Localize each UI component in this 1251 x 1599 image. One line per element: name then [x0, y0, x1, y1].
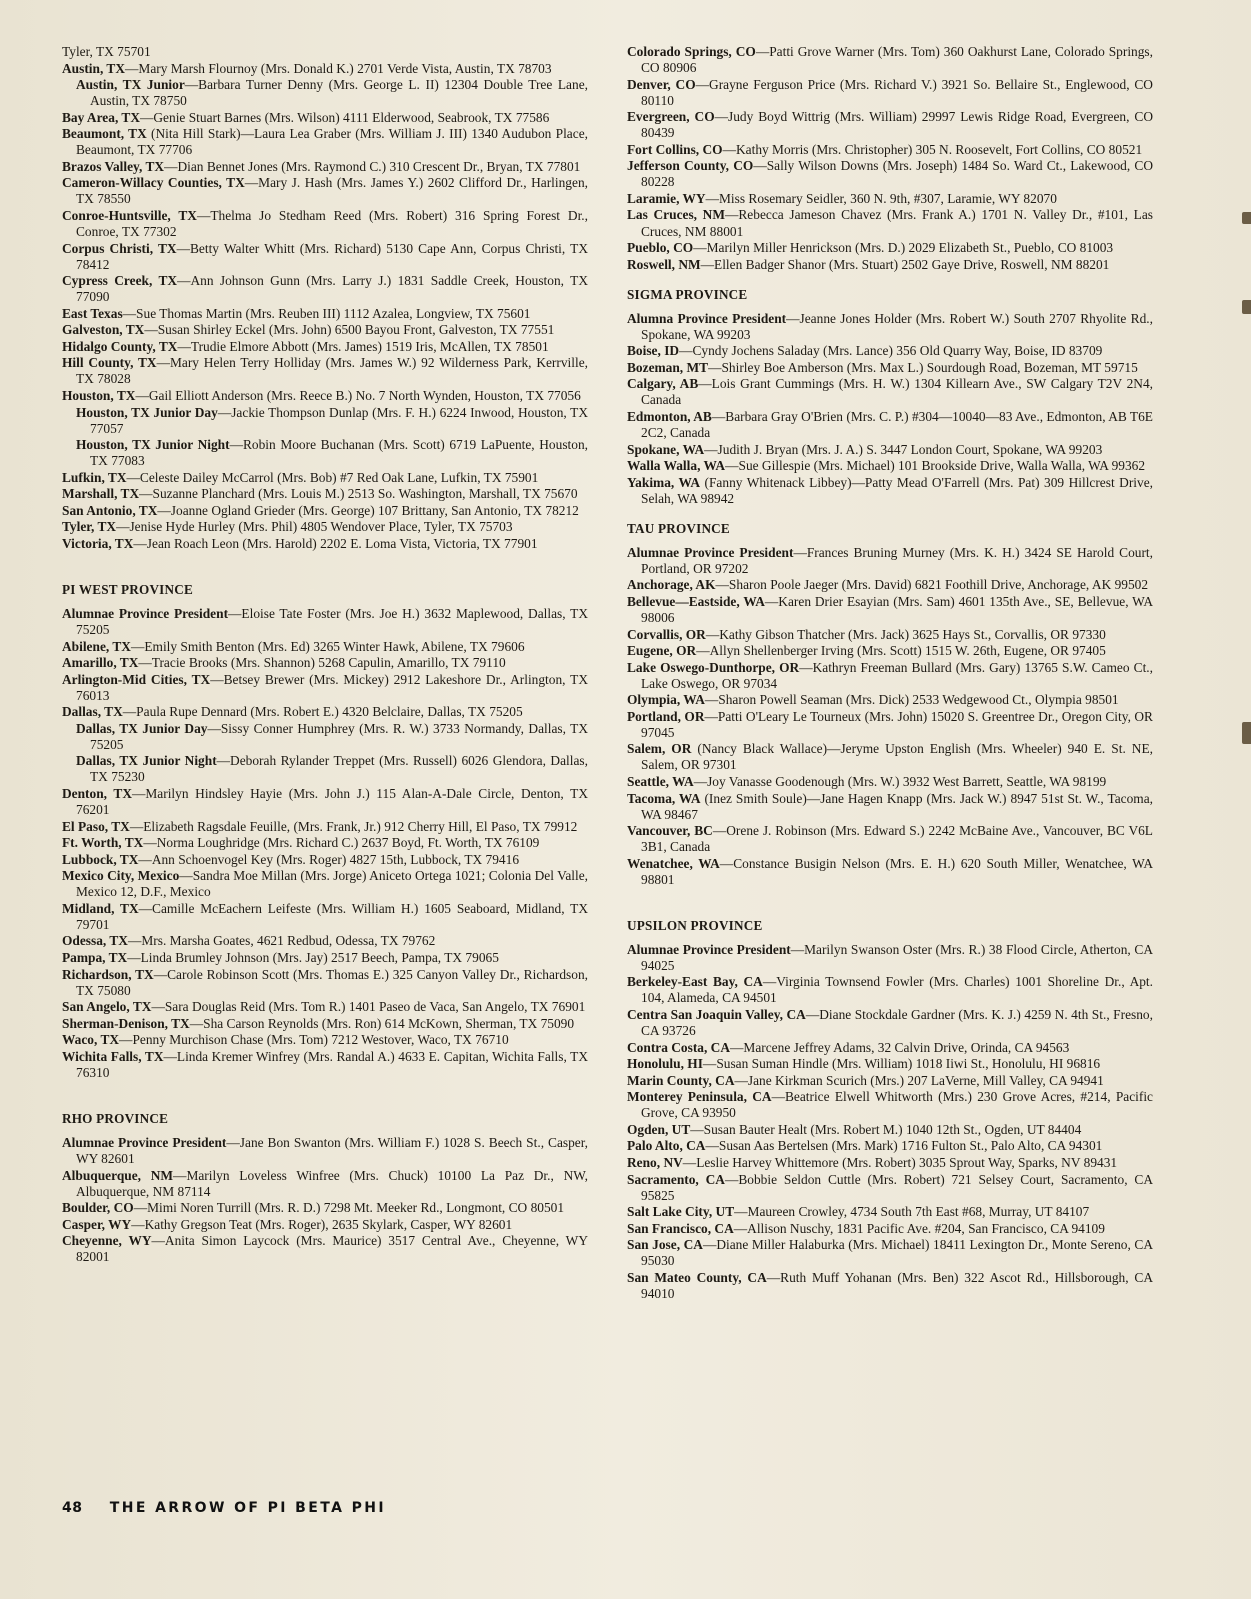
- directory-entry: [627, 692, 1153, 708]
- chapter-name: Lubbock, TX: [62, 851, 139, 867]
- entry-details: —Sally Wilson Downs (Mrs. Joseph) 1484 So. Ward Ct., Lakewood, CO 80228: [641, 158, 1153, 190]
- entry-details: —Mary Helen Terry Holliday (Mrs. James W.) 92 Wilderness Park, Kerrville, TX 78028: [76, 355, 588, 387]
- entry-details: —Kathy Gregson Teat (Mrs. Roger), 2635 Skylark, Casper, WY 82601: [131, 1216, 513, 1232]
- chapter-name: Houston, TX Junior Day: [76, 404, 218, 420]
- entry-details: —Susan Shirley Eckel (Mrs. John) 6500 Bayou Front, Galveston, TX 77551: [144, 322, 555, 338]
- entry-details: —Susan Aas Bertelsen (Mrs. Mark) 1716 Fulton St., Palo Alto, CA 94301: [705, 1138, 1103, 1154]
- entry-details: —Jeanne Jones Holder (Mrs. Robert W.) South 2707 Rhyolite Rd., Spokane, WA 99203: [641, 310, 1153, 342]
- chapter-name: Evergreen, CO: [627, 109, 715, 125]
- directory-entry: [62, 1016, 588, 1032]
- entry-details: —Gail Elliott Anderson (Mrs. Reece B.) No. 7 North Wynden, Houston, TX 77056: [135, 387, 581, 403]
- entry-details: —Marilyn Swanson Oster (Mrs. R.) 38 Flood Circle, Atherton, CA 94025: [641, 941, 1153, 973]
- entry-details: —Elizabeth Ragsdale Feuille, (Mrs. Frank, Jr.) 912 Cherry Hill, El Paso, TX 79912: [129, 818, 578, 834]
- chapter-name: Galveston, TX: [62, 322, 145, 338]
- chapter-name: Roswell, NM: [627, 256, 701, 272]
- directory-entry: [62, 486, 588, 502]
- entry-details: —Celeste Dailey McCarrol (Mrs. Bob) #7 Red Oak Lane, Lufkin, TX 75901: [126, 469, 539, 485]
- entry-details: —Anita Simon Laycock (Mrs. Maurice) 3517 Central Ave., Cheyenne, WY 82001: [76, 1233, 588, 1265]
- directory-entry: [62, 273, 588, 305]
- entry-details: —Jenise Hyde Hurley (Mrs. Phil) 4805 Wendover Place, Tyler, TX 75703: [116, 519, 513, 535]
- entry-details: —Patti O'Leary Le Tourneux (Mrs. John) 15020 S. Greentree Dr., Oregon City, OR 97045: [641, 708, 1153, 740]
- province-heading: SIGMA PROVINCE: [627, 286, 748, 302]
- entry-details: —Mimi Noren Turrill (Mrs. R. D.) 7298 Mt. Meeker Rd., Longmont, CO 80501: [133, 1200, 565, 1216]
- directory-entry: [62, 639, 588, 655]
- directory-entry: [627, 741, 1153, 773]
- chapter-name: Richardson, TX: [62, 966, 154, 982]
- directory-entry: [62, 110, 588, 126]
- directory-entry: [627, 1172, 1153, 1204]
- entry-details: —Jane Bon Swanton (Mrs. William F.) 1028 S. Beech St., Casper, WY 82601: [76, 1134, 589, 1166]
- directory-entry: [62, 1200, 588, 1216]
- directory-entry: [62, 1217, 588, 1233]
- entry-details: —Sandra Moe Millan (Mrs. Jorge) Aniceto Ortega 1021; Colonia Del Valle, Mexico 12, D.F., Mexico: [76, 868, 588, 900]
- directory-entry: [62, 933, 588, 949]
- chapter-name: San Mateo County, CA: [627, 1269, 767, 1285]
- entry-details: —Robin Moore Buchanan (Mrs. Scott) 6719 LaPuente, Houston, TX 77083: [90, 437, 588, 469]
- entry-details: —Grayne Ferguson Price (Mrs. Richard V.) 3921 So. Bellaire St., Englewood, CO 80110: [641, 76, 1153, 108]
- entry-details: —Suzanne Planchard (Mrs. Louis M.) 2513 So. Washington, Marshall, TX 75670: [139, 486, 578, 502]
- directory-entry: [62, 753, 588, 785]
- entry-details: —Mary J. Hash (Mrs. James Y.) 2602 Clifford Dr., Harlingen, TX 78550: [76, 175, 588, 207]
- directory-entry: [627, 158, 1153, 190]
- directory-entry: [627, 1040, 1153, 1056]
- directory-entry: [627, 109, 1153, 141]
- entry-details: (Nita Hill Stark)—Laura Lea Graber (Mrs. William J. III) 1340 Audubon Place, Beaumont, TX 77706: [76, 126, 588, 158]
- chapter-name: Victoria, TX: [62, 535, 134, 551]
- directory-entry: [62, 44, 588, 60]
- entry-details: —Diane Stockdale Gardner (Mrs. K. J.) 4259 N. 4th St., Fresno, CA 93726: [641, 1007, 1153, 1039]
- directory-entry: [627, 627, 1153, 643]
- entry-details: —Ellen Badger Shanor (Mrs. Stuart) 2502 Gaye Drive, Roswell, NM 88201: [700, 256, 1110, 272]
- directory-entry: [62, 175, 588, 207]
- entry-details: —Maureen Crowley, 4734 South 7th East #68, Murray, UT 84107: [734, 1204, 1090, 1220]
- directory-entry: [627, 660, 1153, 692]
- chapter-name: Pueblo, CO: [627, 240, 694, 256]
- entry-details: —Marilyn Loveless Winfree (Mrs. Chuck) 10100 La Paz Dr., NW, Albuquerque, NM 87114: [76, 1167, 588, 1199]
- directory-entry: [62, 819, 588, 835]
- directory-entry: [62, 1135, 588, 1167]
- chapter-name: Berkeley-East Bay, CA: [627, 974, 763, 990]
- chapter-name: Beaumont, TX: [62, 126, 147, 142]
- chapter-name: Alumna Province President: [627, 310, 787, 326]
- chapter-name: Alumnae Province President: [627, 941, 791, 957]
- directory-entry: [62, 241, 588, 273]
- directory-entry: [62, 405, 588, 437]
- entry-details: —Susan Bauter Healt (Mrs. Robert M.) 1040 12th St., Ogden, UT 84404: [690, 1121, 1082, 1137]
- chapter-name: Vancouver, BC: [627, 823, 713, 839]
- chapter-name: Casper, WY: [62, 1216, 132, 1232]
- directory-entry: [62, 1168, 588, 1200]
- entry-details: —Tracie Brooks (Mrs. Shannon) 5268 Capulin, Amarillo, TX 79110: [138, 655, 506, 671]
- entry-details: —Marcene Jeffrey Adams, 32 Calvin Drive, Orinda, CA 94563: [730, 1039, 1070, 1055]
- chapter-name: Edmonton, AB: [627, 408, 712, 424]
- chapter-name: Tyler, TX: [62, 519, 117, 535]
- directory-entry: [627, 823, 1153, 855]
- directory-entry: [62, 536, 588, 552]
- directory-entry: [62, 901, 588, 933]
- province-heading: UPSILON PROVINCE: [627, 917, 763, 933]
- entry-details: —Kathy Gibson Thatcher (Mrs. Jack) 3625 Hays St., Corvallis, OR 97330: [705, 626, 1106, 642]
- entry-details: —Barbara Gray O'Brien (Mrs. C. P.) #304—10040—83 Ave., Edmonton, AB T6E 2C2, Canada: [641, 408, 1153, 441]
- chapter-name: Sacramento, CA: [627, 1171, 725, 1187]
- directory-entry: [627, 409, 1153, 441]
- entry-details: —Marilyn Miller Henrickson (Mrs. D.) 2029 Elizabeth St., Pueblo, CO 81003: [693, 240, 1114, 256]
- entry-details: —Linda Brumley Johnson (Mrs. Jay) 2517 Beech, Pampa, TX 79065: [127, 949, 499, 965]
- chapter-name: Eugene, OR: [627, 643, 697, 659]
- entry-details: —Sharon Powell Seaman (Mrs. Dick) 2533 Wedgewood Ct., Olympia 98501: [704, 692, 1119, 708]
- entry-details: (Nancy Black Wallace)—Jeryme Upston English (Mrs. Wheeler) 940 E. St. NE, Salem, OR 97301: [641, 741, 1153, 773]
- chapter-name: Salem, OR: [627, 741, 692, 757]
- entry-details: —Allyn Shellenberger Irving (Mrs. Scott) 1515 W. 26th, Eugene, OR 97405: [696, 643, 1106, 659]
- chapter-name: Boise, ID: [627, 343, 680, 359]
- directory-entry: [627, 1007, 1153, 1039]
- directory-entry: [62, 967, 588, 999]
- chapter-name: Hidalgo County, TX: [62, 338, 178, 354]
- directory-entry: [627, 44, 1153, 76]
- chapter-name: Houston, TX: [62, 387, 136, 403]
- chapter-name: Portland, OR: [627, 708, 705, 724]
- entry-details: —Sissy Conner Humphrey (Mrs. R. W.) 3733 Normandy, Dallas, TX 75205: [90, 720, 588, 752]
- chapter-name: Waco, TX: [62, 1032, 120, 1048]
- directory-entry: [62, 77, 588, 109]
- entry-details: —Judith J. Bryan (Mrs. J. A.) S. 3447 London Court, Spokane, WA 99203: [704, 441, 1103, 457]
- entry-details: —Betty Walter Whitt (Mrs. Richard) 5130 Cape Ann, Corpus Christi, TX 78412: [76, 240, 588, 272]
- chapter-name: Albuquerque, NM: [62, 1167, 174, 1183]
- chapter-name: Walla Walla, WA: [627, 458, 726, 474]
- entry-details: —Ann Schoenvogel Key (Mrs. Roger) 4827 15th, Lubbock, TX 79416: [138, 851, 520, 867]
- chapter-name: Dallas, TX Junior Night: [76, 753, 217, 769]
- chapter-name: Denton, TX: [62, 786, 132, 802]
- directory-entry: [62, 306, 588, 322]
- directory-entry: [627, 376, 1153, 408]
- directory-entry: [62, 835, 588, 851]
- directory-entry: [62, 61, 588, 77]
- directory-entry: [62, 159, 588, 175]
- directory-entry: [627, 311, 1153, 343]
- chapter-name: Contra Costa, CA: [627, 1039, 731, 1055]
- directory-entry: [627, 1204, 1153, 1220]
- directory-entry: [62, 950, 588, 966]
- directory-entry: [62, 786, 588, 818]
- entry-details: —Emily Smith Benton (Mrs. Ed) 3265 Winter Hawk, Abilene, TX 79606: [130, 638, 525, 654]
- province-heading: TAU PROVINCE: [627, 520, 730, 536]
- entry-details: —Sharon Poole Jaeger (Mrs. David) 6821 Foothill Drive, Anchorage, AK 99502: [715, 577, 1149, 593]
- entry-details: —Mary Marsh Flournoy (Mrs. Donald K.) 2701 Verde Vista, Austin, TX 78703: [125, 60, 552, 76]
- chapter-name: Fort Collins, CO: [627, 141, 723, 157]
- entry-details: —Jackie Thompson Dunlap (Mrs. F. H.) 6224 Inwood, Houston, TX 77057: [90, 404, 589, 436]
- entry-details: —Linda Kremer Winfrey (Mrs. Randal A.) 4633 E. Capitan, Wichita Falls, TX 76310: [76, 1048, 588, 1080]
- entry-details: —Deborah Rylander Treppet (Mrs. Russell) 6026 Glendora, Dallas, TX 75230: [90, 753, 588, 785]
- entry-details: —Joy Vanasse Goodenough (Mrs. W.) 3932 West Barrett, Seattle, WA 98199: [693, 773, 1107, 789]
- chapter-name: Austin, TX: [62, 60, 126, 76]
- chapter-name: Boulder, CO: [62, 1200, 134, 1216]
- directory-entry: [627, 643, 1153, 659]
- chapter-name: Dallas, TX Junior Day: [76, 720, 208, 736]
- entry-details: —Paula Rupe Dennard (Mrs. Robert E.) 4320 Belclaire, Dallas, TX 75205: [122, 704, 523, 720]
- directory-entry: [627, 458, 1153, 474]
- entry-details: —Trudie Elmore Abbott (Mrs. James) 1519 Iris, McAllen, TX 78501: [177, 338, 549, 354]
- directory-entry: [62, 1049, 588, 1081]
- entry-details: —Virginia Townsend Fowler (Mrs. Charles) 1001 Shoreline Dr., Apt. 104, Alameda, CA 94501: [641, 974, 1154, 1006]
- chapter-name: Jefferson County, CO: [627, 158, 754, 174]
- entry-details: —Sue Thomas Martin (Mrs. Reuben III) 1112 Azalea, Longview, TX 75601: [122, 305, 531, 321]
- directory-entry: [62, 339, 588, 355]
- chapter-name: Cameron-Willacy Counties, TX: [62, 175, 245, 191]
- entry-details: —Leslie Harvey Whittemore (Mrs. Robert) 3035 Sprout Way, Sparks, NV 89431: [682, 1154, 1118, 1170]
- directory-entry: [62, 208, 588, 240]
- chapter-name: Anchorage, AK: [627, 577, 716, 593]
- entry-details: (Fanny Whitenack Libbey)—Patty Mead O'Farrell (Mrs. Pat) 309 Hillcrest Drive, Selah, WA 98942: [641, 474, 1153, 506]
- chapter-name: East Texas: [62, 305, 123, 321]
- directory-entry: [62, 503, 588, 519]
- directory-entry: [627, 207, 1153, 239]
- chapter-name: Spokane, WA: [627, 441, 705, 457]
- entry-details: —Norma Loughridge (Mrs. Richard C.) 2637 Boyd, Ft. Worth, TX 76109: [143, 835, 540, 851]
- directory-entry: [627, 1270, 1153, 1302]
- chapter-name: Marshall, TX: [62, 486, 140, 502]
- directory-entry: [627, 1089, 1153, 1121]
- chapter-name: Bozeman, MT: [627, 359, 709, 375]
- chapter-name: Lake Oswego-Dunthorpe, OR: [627, 659, 800, 675]
- entry-details: —Sue Gillespie (Mrs. Michael) 101 Brookside Drive, Walla Walla, WA 99362: [725, 458, 1146, 474]
- entry-details: —Eloise Tate Foster (Mrs. Joe H.) 3632 Maplewood, Dallas, TX 75205: [76, 606, 588, 638]
- entry-details: —Ruth Muff Yohanan (Mrs. Ben) 322 Ascot Rd., Hillsborough, CA 94010: [641, 1269, 1153, 1301]
- entry-details: (Inez Smith Soule)—Jane Hagen Knapp (Mrs. Jack W.) 8947 51st St. W., Tacoma, WA 98467: [641, 790, 1153, 822]
- directory-entry: [627, 1155, 1153, 1171]
- chapter-name: Austin, TX Junior: [76, 77, 185, 93]
- directory-entry: [627, 142, 1153, 158]
- directory-entry: [62, 672, 588, 704]
- chapter-name: Odessa, TX: [62, 933, 128, 949]
- chapter-name: Monterey Peninsula, CA: [627, 1089, 772, 1105]
- entry-details: —Kathryn Freeman Bullard (Mrs. Gary) 13765 S.W. Cameo Ct., Lake Oswego, OR 97034: [641, 659, 1153, 691]
- page-footer: [62, 1500, 386, 1516]
- chapter-name: Ft. Worth, TX: [62, 835, 144, 851]
- chapter-name: Salt Lake City, UT: [627, 1204, 735, 1220]
- chapter-name: Mexico City, Mexico: [62, 868, 180, 884]
- chapter-name: Laramie, WY: [627, 190, 706, 206]
- directory-entry: [627, 77, 1153, 109]
- entry-details: —Shirley Boe Amberson (Mrs. Max L.) Sourdough Road, Bozeman, MT 59715: [708, 359, 1138, 375]
- directory-entry: [627, 1056, 1153, 1072]
- entry-details: —Constance Busigin Nelson (Mrs. E. H.) 620 South Miller, Wenatchee, WA 98801: [641, 855, 1153, 887]
- entry-details: —Cyndy Jochens Saladay (Mrs. Lance) 356 Old Quarry Way, Boise, ID 83709: [679, 343, 1103, 359]
- entry-details: —Camille McEachern Leifeste (Mrs. William H.) 1605 Seaboard, Midland, TX 79701: [76, 900, 588, 932]
- directory-entry: [627, 191, 1153, 207]
- directory-entry: [62, 322, 588, 338]
- entry-details: —Beatrice Elwell Whitworth (Mrs.) 230 Grove Acres, #214, Pacific Grove, CA 93950: [641, 1089, 1153, 1121]
- chapter-name: Centra San Joaquin Valley, CA: [627, 1007, 806, 1023]
- chapter-name: San Angelo, TX: [62, 999, 152, 1015]
- directory-entry: [62, 519, 588, 535]
- entry-details: —Marilyn Hindsley Hayie (Mrs. John J.) 115 Alan-A-Dale Circle, Denton, TX 76201: [76, 786, 589, 818]
- chapter-name: Brazos Valley, TX: [62, 158, 165, 174]
- chapter-name: San Francisco, CA: [627, 1220, 734, 1236]
- entry-details: —Kathy Morris (Mrs. Christopher) 305 N. Roosevelt, Fort Collins, CO 80521: [722, 141, 1143, 157]
- chapter-name: San Jose, CA: [627, 1237, 703, 1253]
- directory-entry: [627, 442, 1153, 458]
- entry-details: —Jean Roach Leon (Mrs. Harold) 2202 E. Loma Vista, Victoria, TX 77901: [133, 535, 538, 551]
- chapter-name: San Antonio, TX: [62, 502, 158, 518]
- chapter-name: Tacoma, WA: [627, 790, 701, 806]
- chapter-name: Cypress Creek, TX: [62, 273, 178, 289]
- chapter-name: Conroe-Huntsville, TX: [62, 207, 197, 223]
- entry-details: —Bobbie Seldon Cuttle (Mrs. Robert) 721 Selsey Court, Sacramento, CA 95825: [641, 1171, 1153, 1203]
- entry-details: —Patti Grove Warner (Mrs. Tom) 360 Oakhurst Lane, Colorado Springs, CO 80906: [641, 44, 1153, 76]
- directory-entry: [627, 360, 1153, 376]
- page-edge-mark: [1242, 212, 1251, 224]
- directory-entry: [627, 594, 1153, 626]
- chapter-name: Wichita Falls, TX: [62, 1048, 164, 1064]
- directory-entry: [62, 355, 588, 387]
- chapter-name: Las Cruces, NM: [627, 207, 725, 223]
- directory-entry: [627, 942, 1153, 974]
- chapter-name: Corvallis, OR: [627, 626, 706, 642]
- entry-details: —Genie Stuart Barnes (Mrs. Wilson) 4111 Elderwood, Seabrook, TX 77586: [140, 109, 550, 125]
- entry-details: Tyler, TX 75701: [62, 44, 151, 59]
- chapter-name: Bellevue—Eastside, WA: [627, 593, 765, 609]
- chapter-name: Alumnae Province President: [627, 544, 794, 560]
- directory-entry: [62, 388, 588, 404]
- entry-details: —Joanne Ogland Grieder (Mrs. George) 107 Brittany, San Antonio, TX 78212: [157, 502, 579, 518]
- directory-entry: [62, 1032, 588, 1048]
- entry-details: —Barbara Turner Denny (Mrs. George L. II) 12304 Double Tree Lane, Austin, TX 78750: [90, 77, 588, 109]
- directory-entry: [627, 577, 1153, 593]
- directory-entry: [627, 974, 1153, 1006]
- directory-entry: [627, 791, 1153, 823]
- entry-details: —Carole Robinson Scott (Mrs. Thomas E.) 325 Canyon Valley Dr., Richardson, TX 75080: [76, 966, 589, 998]
- chapter-name: Palo Alto, CA: [627, 1138, 706, 1154]
- entry-details: —Rebecca Jameson Chavez (Mrs. Frank A.) 1701 N. Valley Dr., #101, Las Cruces, NM 88001: [641, 207, 1153, 239]
- entry-details: —Ann Johnson Gunn (Mrs. Larry J.) 1831 Saddle Creek, Houston, TX 77090: [76, 273, 588, 305]
- chapter-name: Bay Area, TX: [62, 109, 140, 125]
- page-edge-mark: [1242, 722, 1251, 744]
- province-heading: RHO PROVINCE: [62, 1110, 169, 1126]
- entry-details: —Dian Bennet Jones (Mrs. Raymond C.) 310 Crescent Dr., Bryan, TX 77801: [164, 158, 581, 174]
- entry-details: —Sha Carson Reynolds (Mrs. Ron) 614 McKown, Sherman, TX 75090: [189, 1015, 575, 1031]
- chapter-name: Arlington-Mid Cities, TX: [62, 671, 211, 687]
- chapter-name: Hill County, TX: [62, 355, 157, 371]
- entry-details: —Jane Kirkman Scurich (Mrs.) 207 LaVerne, Mill Valley, CA 94941: [734, 1072, 1104, 1088]
- directory-entry: [627, 257, 1153, 273]
- directory-entry: [627, 774, 1153, 790]
- chapter-name: Pampa, TX: [62, 949, 128, 965]
- directory-entry: [62, 868, 588, 900]
- directory-entry: [62, 721, 588, 753]
- chapter-name: El Paso, TX: [62, 818, 130, 834]
- province-heading: PI WEST PROVINCE: [62, 581, 193, 597]
- directory-entry: [62, 126, 588, 158]
- page-edge-mark: [1242, 300, 1251, 314]
- directory-entry: [62, 704, 588, 720]
- page-number: 48: [62, 1500, 83, 1516]
- chapter-name: Amarillo, TX: [62, 655, 139, 671]
- directory-entry: [627, 475, 1153, 507]
- right-column: [627, 44, 1153, 1302]
- chapter-name: Sherman-Denison, TX: [62, 1015, 190, 1031]
- entry-details: —Sara Douglas Reid (Mrs. Tom R.) 1401 Paseo de Vaca, San Angelo, TX 76901: [151, 999, 586, 1015]
- directory-entry: [62, 1233, 588, 1265]
- chapter-name: Corpus Christi, TX: [62, 240, 177, 256]
- directory-entry: [62, 852, 588, 868]
- entry-details: —Orene J. Robinson (Mrs. Edward S.) 2242 McBaine Ave., Vancouver, BC V6L 3B1, Canada: [641, 823, 1153, 855]
- chapter-name: Reno, NV: [627, 1154, 683, 1170]
- entry-details: —Susan Suman Hindle (Mrs. William) 1018 Iiwi St., Honolulu, HI 96816: [702, 1056, 1101, 1072]
- directory-entry: [627, 856, 1153, 888]
- chapter-name: Midland, TX: [62, 900, 139, 916]
- directory-entry: [62, 606, 588, 638]
- chapter-name: Honolulu, HI: [627, 1056, 703, 1072]
- chapter-name: Lufkin, TX: [62, 469, 127, 485]
- directory-entry: [627, 1221, 1153, 1237]
- chapter-name: Alumnae Province President: [62, 606, 229, 621]
- entry-details: —Miss Rosemary Seidler, 360 N. 9th, #307, Laramie, WY 82070: [705, 190, 1057, 206]
- entry-details: —Karen Drier Esayian (Mrs. Sam) 4601 135th Ave., SE, Bellevue, WA 98006: [641, 593, 1153, 625]
- directory-entry: [627, 240, 1153, 256]
- directory-entry: [627, 1138, 1153, 1154]
- publication-title: THE ARROW OF PI BETA PHI: [109, 1500, 386, 1516]
- chapter-name: Ogden, UT: [627, 1121, 691, 1137]
- entry-details: —Thelma Jo Stedham Reed (Mrs. Robert) 316 Spring Forest Dr., Conroe, TX 77302: [76, 207, 588, 240]
- entry-details: —Penny Murchison Chase (Mrs. Tom) 7212 Westover, Waco, TX 76710: [119, 1032, 509, 1048]
- entry-details: —Allison Nuschy, 1831 Pacific Ave. #204, San Francisco, CA 94109: [733, 1220, 1105, 1236]
- directory-entry: [627, 709, 1153, 741]
- entry-details: —Mrs. Marsha Goates, 4621 Redbud, Odessa, TX 79762: [127, 933, 436, 949]
- directory-entry: [627, 1237, 1153, 1269]
- entry-details: —Lois Grant Cummings (Mrs. H. W.) 1304 Killearn Ave., SW Calgary T2V 2N4, Canada: [641, 376, 1154, 408]
- directory-entry: [627, 1122, 1153, 1138]
- entry-details: —Diane Miller Halaburka (Mrs. Michael) 18411 Lexington Dr., Monte Sereno, CA 95030: [641, 1237, 1153, 1269]
- chapter-name: Seattle, WA: [627, 773, 694, 789]
- directory-entry: [627, 343, 1153, 359]
- left-column: [62, 44, 588, 1266]
- chapter-name: Dallas, TX: [62, 704, 123, 720]
- chapter-name: Calgary, AB: [627, 376, 699, 392]
- chapter-name: Colorado Springs, CO: [627, 44, 756, 59]
- directory-entry: [627, 545, 1153, 577]
- directory-entry: [62, 470, 588, 486]
- directory-entry: [62, 999, 588, 1015]
- chapter-name: Wenatchee, WA: [627, 855, 720, 871]
- directory-entry: [62, 437, 588, 469]
- directory-entry: [62, 655, 588, 671]
- chapter-name: Alumnae Province President: [62, 1134, 227, 1150]
- chapter-name: Marin County, CA: [627, 1072, 735, 1088]
- chapter-name: Cheyenne, WY: [62, 1233, 152, 1249]
- chapter-name: Yakima, WA: [627, 474, 701, 490]
- entry-details: —Frances Bruning Murney (Mrs. K. H.) 3424 SE Harold Court, Portland, OR 97202: [641, 544, 1153, 576]
- chapter-name: Houston, TX Junior Night: [76, 437, 230, 453]
- entry-details: —Betsey Brewer (Mrs. Mickey) 2912 Lakeshore Dr., Arlington, TX 76013: [76, 671, 588, 703]
- chapter-name: Olympia, WA: [627, 692, 705, 708]
- chapter-name: Abilene, TX: [62, 638, 131, 654]
- directory-entry: [627, 1073, 1153, 1089]
- chapter-name: Denver, CO: [627, 76, 696, 92]
- entry-details: —Judy Boyd Wittrig (Mrs. William) 29997 Lewis Ridge Road, Evergreen, CO 80439: [641, 109, 1153, 141]
